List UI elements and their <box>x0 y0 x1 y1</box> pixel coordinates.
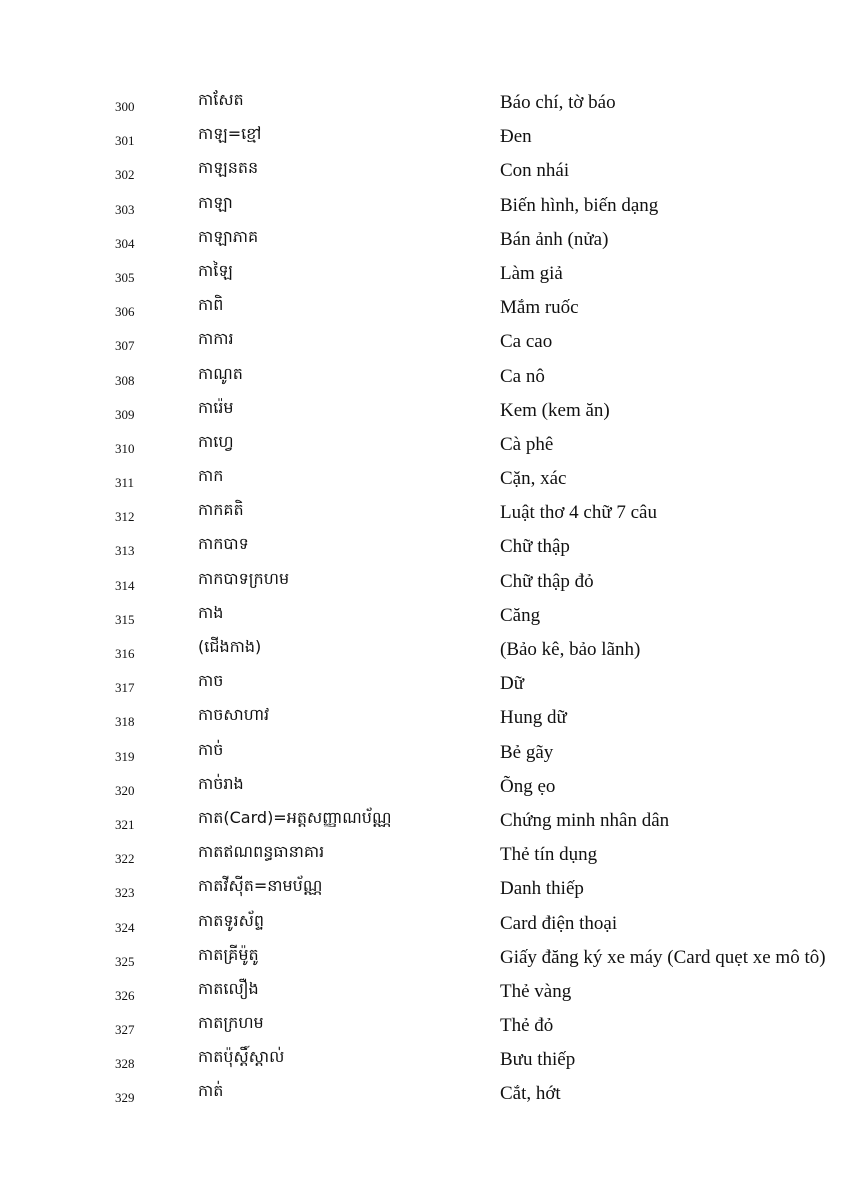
khmer-term: កាក <box>198 466 224 486</box>
vietnamese-meaning: Đen <box>500 126 532 148</box>
entry-row <box>0 190 848 224</box>
khmer-term: កាការ <box>198 329 234 349</box>
entry-row <box>0 908 848 942</box>
vietnamese-meaning: Ca cao <box>500 331 553 353</box>
entry-number: 306 <box>115 304 135 320</box>
vietnamese-meaning: Ca nô <box>500 365 545 387</box>
vietnamese-meaning: Thẻ tín dụng <box>500 844 598 866</box>
entry-number: 302 <box>115 167 135 183</box>
khmer-term: កាច <box>198 671 224 691</box>
entry-row <box>0 976 848 1010</box>
entry-row <box>0 668 848 702</box>
entry-row <box>0 87 848 121</box>
khmer-term: កាតវីស៊ីត=នាមប័ណ្ណ <box>198 876 323 896</box>
vietnamese-meaning: Mắm ruốc <box>500 297 579 319</box>
entry-number: 318 <box>115 714 135 730</box>
entry-number: 313 <box>115 543 135 559</box>
entry-row <box>0 463 848 497</box>
khmer-term: កាត(Card)=អត្តសញ្ញាណប័ណ្ណ <box>198 807 392 827</box>
khmer-term: កាសែត <box>198 90 244 109</box>
entry-number: 328 <box>115 1056 135 1072</box>
vietnamese-meaning: Hung dữ <box>500 707 567 729</box>
vietnamese-meaning: Cắt, hớt <box>500 1083 561 1105</box>
entry-number: 311 <box>115 475 135 491</box>
khmer-term: កាពិ <box>198 295 224 315</box>
khmer-term: កាតក្រហម <box>198 1013 264 1033</box>
khmer-term: កាតឥណពន្ធធានាគារ <box>198 842 325 862</box>
vietnamese-meaning: Chứng minh nhân dân <box>500 809 670 831</box>
entry-number: 304 <box>115 235 135 251</box>
entry-row <box>0 395 848 429</box>
entry-row <box>0 737 848 771</box>
entry-number: 325 <box>115 953 135 969</box>
khmer-term: ការ៉េម <box>198 397 234 417</box>
entry-number: 319 <box>115 748 135 764</box>
vietnamese-meaning: Chữ thập <box>500 536 570 558</box>
entry-number: 317 <box>115 680 135 696</box>
entry-row <box>0 121 848 155</box>
khmer-term: កាឡ=ខ្មៅ <box>198 124 262 144</box>
khmer-term: កាហ្វេ <box>198 431 234 451</box>
vietnamese-meaning: Con nhái <box>500 160 570 182</box>
entry-row <box>0 292 848 326</box>
khmer-term: កាច់រាង <box>198 773 244 793</box>
entry-number: 329 <box>115 1090 135 1106</box>
vietnamese-meaning: Căng <box>500 604 541 626</box>
entry-number: 323 <box>115 885 135 901</box>
entry-row <box>0 1010 848 1044</box>
entry-row <box>0 873 848 907</box>
vietnamese-meaning: Dữ <box>500 673 525 695</box>
entry-row <box>0 531 848 565</box>
khmer-term: កាឡាភាគ <box>198 226 259 246</box>
vietnamese-meaning: Thẻ đỏ <box>500 1015 554 1037</box>
khmer-term: (ជើងកាង) <box>198 637 262 656</box>
vietnamese-meaning: Bán ảnh (nửa) <box>500 228 609 250</box>
entry-row <box>0 1044 848 1078</box>
vietnamese-meaning: Danh thiếp <box>500 878 584 900</box>
khmer-term: កាតប៉ុស្តិ៍ស្តាល់ <box>198 1047 285 1067</box>
entry-number: 327 <box>115 1022 135 1038</box>
entry-number: 308 <box>115 372 135 388</box>
khmer-term: កាឡៃ <box>198 260 233 280</box>
entry-number: 300 <box>115 99 135 114</box>
vietnamese-meaning: Kem (kem ăn) <box>500 399 610 421</box>
entry-number: 310 <box>115 440 135 456</box>
khmer-term: កាតលឿង <box>198 978 259 998</box>
entry-number: 315 <box>115 611 135 627</box>
entry-row <box>0 1078 848 1112</box>
vietnamese-meaning: Bưu thiếp <box>500 1049 576 1071</box>
entry-number: 309 <box>115 406 135 422</box>
vietnamese-meaning: Card điện thoại <box>500 912 618 934</box>
entry-number: 303 <box>115 201 135 217</box>
entry-list <box>0 87 848 1113</box>
vietnamese-meaning: Làm giả <box>500 262 563 284</box>
khmer-term: កាកគតិ <box>198 500 244 520</box>
entry-number: 301 <box>115 133 135 149</box>
khmer-term: កាត់ <box>198 1081 224 1101</box>
entry-row <box>0 600 848 634</box>
entry-number: 307 <box>115 338 135 354</box>
entry-number: 322 <box>115 851 135 867</box>
vietnamese-meaning: Biến hình, biến dạng <box>500 194 659 216</box>
khmer-term: កាចសាហាវ <box>198 705 270 725</box>
vietnamese-meaning: Luật thơ 4 chữ 7 câu <box>500 502 657 524</box>
entry-row <box>0 224 848 258</box>
entry-row <box>0 634 848 668</box>
khmer-term: កាកបាទក្រហម <box>198 568 290 588</box>
vietnamese-meaning: Giấy đăng ký xe máy (Card quẹt xe mô tô) <box>500 946 826 968</box>
vietnamese-meaning: (Bảo kê, bảo lãnh) <box>500 639 641 660</box>
khmer-term: កាឡនតន <box>198 158 259 178</box>
vietnamese-meaning: Bẻ gãy <box>500 741 554 763</box>
entry-number: 312 <box>115 509 135 525</box>
entry-row <box>0 771 848 805</box>
entry-number: 305 <box>115 269 135 285</box>
entry-row <box>0 566 848 600</box>
khmer-term: កាឡា <box>198 192 233 212</box>
entry-row <box>0 258 848 292</box>
entry-row <box>0 497 848 531</box>
entry-number: 320 <box>115 782 135 798</box>
entry-number: 324 <box>115 919 135 935</box>
entry-number: 316 <box>115 646 135 661</box>
vietnamese-meaning: Cặn, xác <box>500 468 567 490</box>
entry-number: 321 <box>115 816 135 832</box>
entry-row <box>0 805 848 839</box>
entry-row <box>0 942 848 976</box>
entry-row <box>0 361 848 395</box>
vietnamese-meaning: Õng ẹo <box>500 775 556 797</box>
vietnamese-meaning: Chữ thập đỏ <box>500 570 594 592</box>
khmer-term: កាច់ <box>198 739 224 759</box>
entry-row <box>0 155 848 189</box>
khmer-term: កាតគ្រីម៉ូតូ <box>198 944 259 964</box>
entry-row <box>0 326 848 360</box>
khmer-term: កាតទូរស័ព្ទ <box>198 910 265 930</box>
vietnamese-meaning: Thẻ vàng <box>500 980 572 1002</box>
entry-row <box>0 702 848 736</box>
khmer-term: កាកបាទ <box>198 534 249 554</box>
vietnamese-meaning: Cà phê <box>500 433 554 455</box>
khmer-term: កាណូត <box>198 363 243 383</box>
vietnamese-meaning: Báo chí, tờ báo <box>500 92 616 113</box>
entry-number: 326 <box>115 987 135 1003</box>
entry-number: 314 <box>115 577 135 593</box>
entry-row <box>0 839 848 873</box>
entry-row <box>0 429 848 463</box>
khmer-term: កាង <box>198 602 224 622</box>
